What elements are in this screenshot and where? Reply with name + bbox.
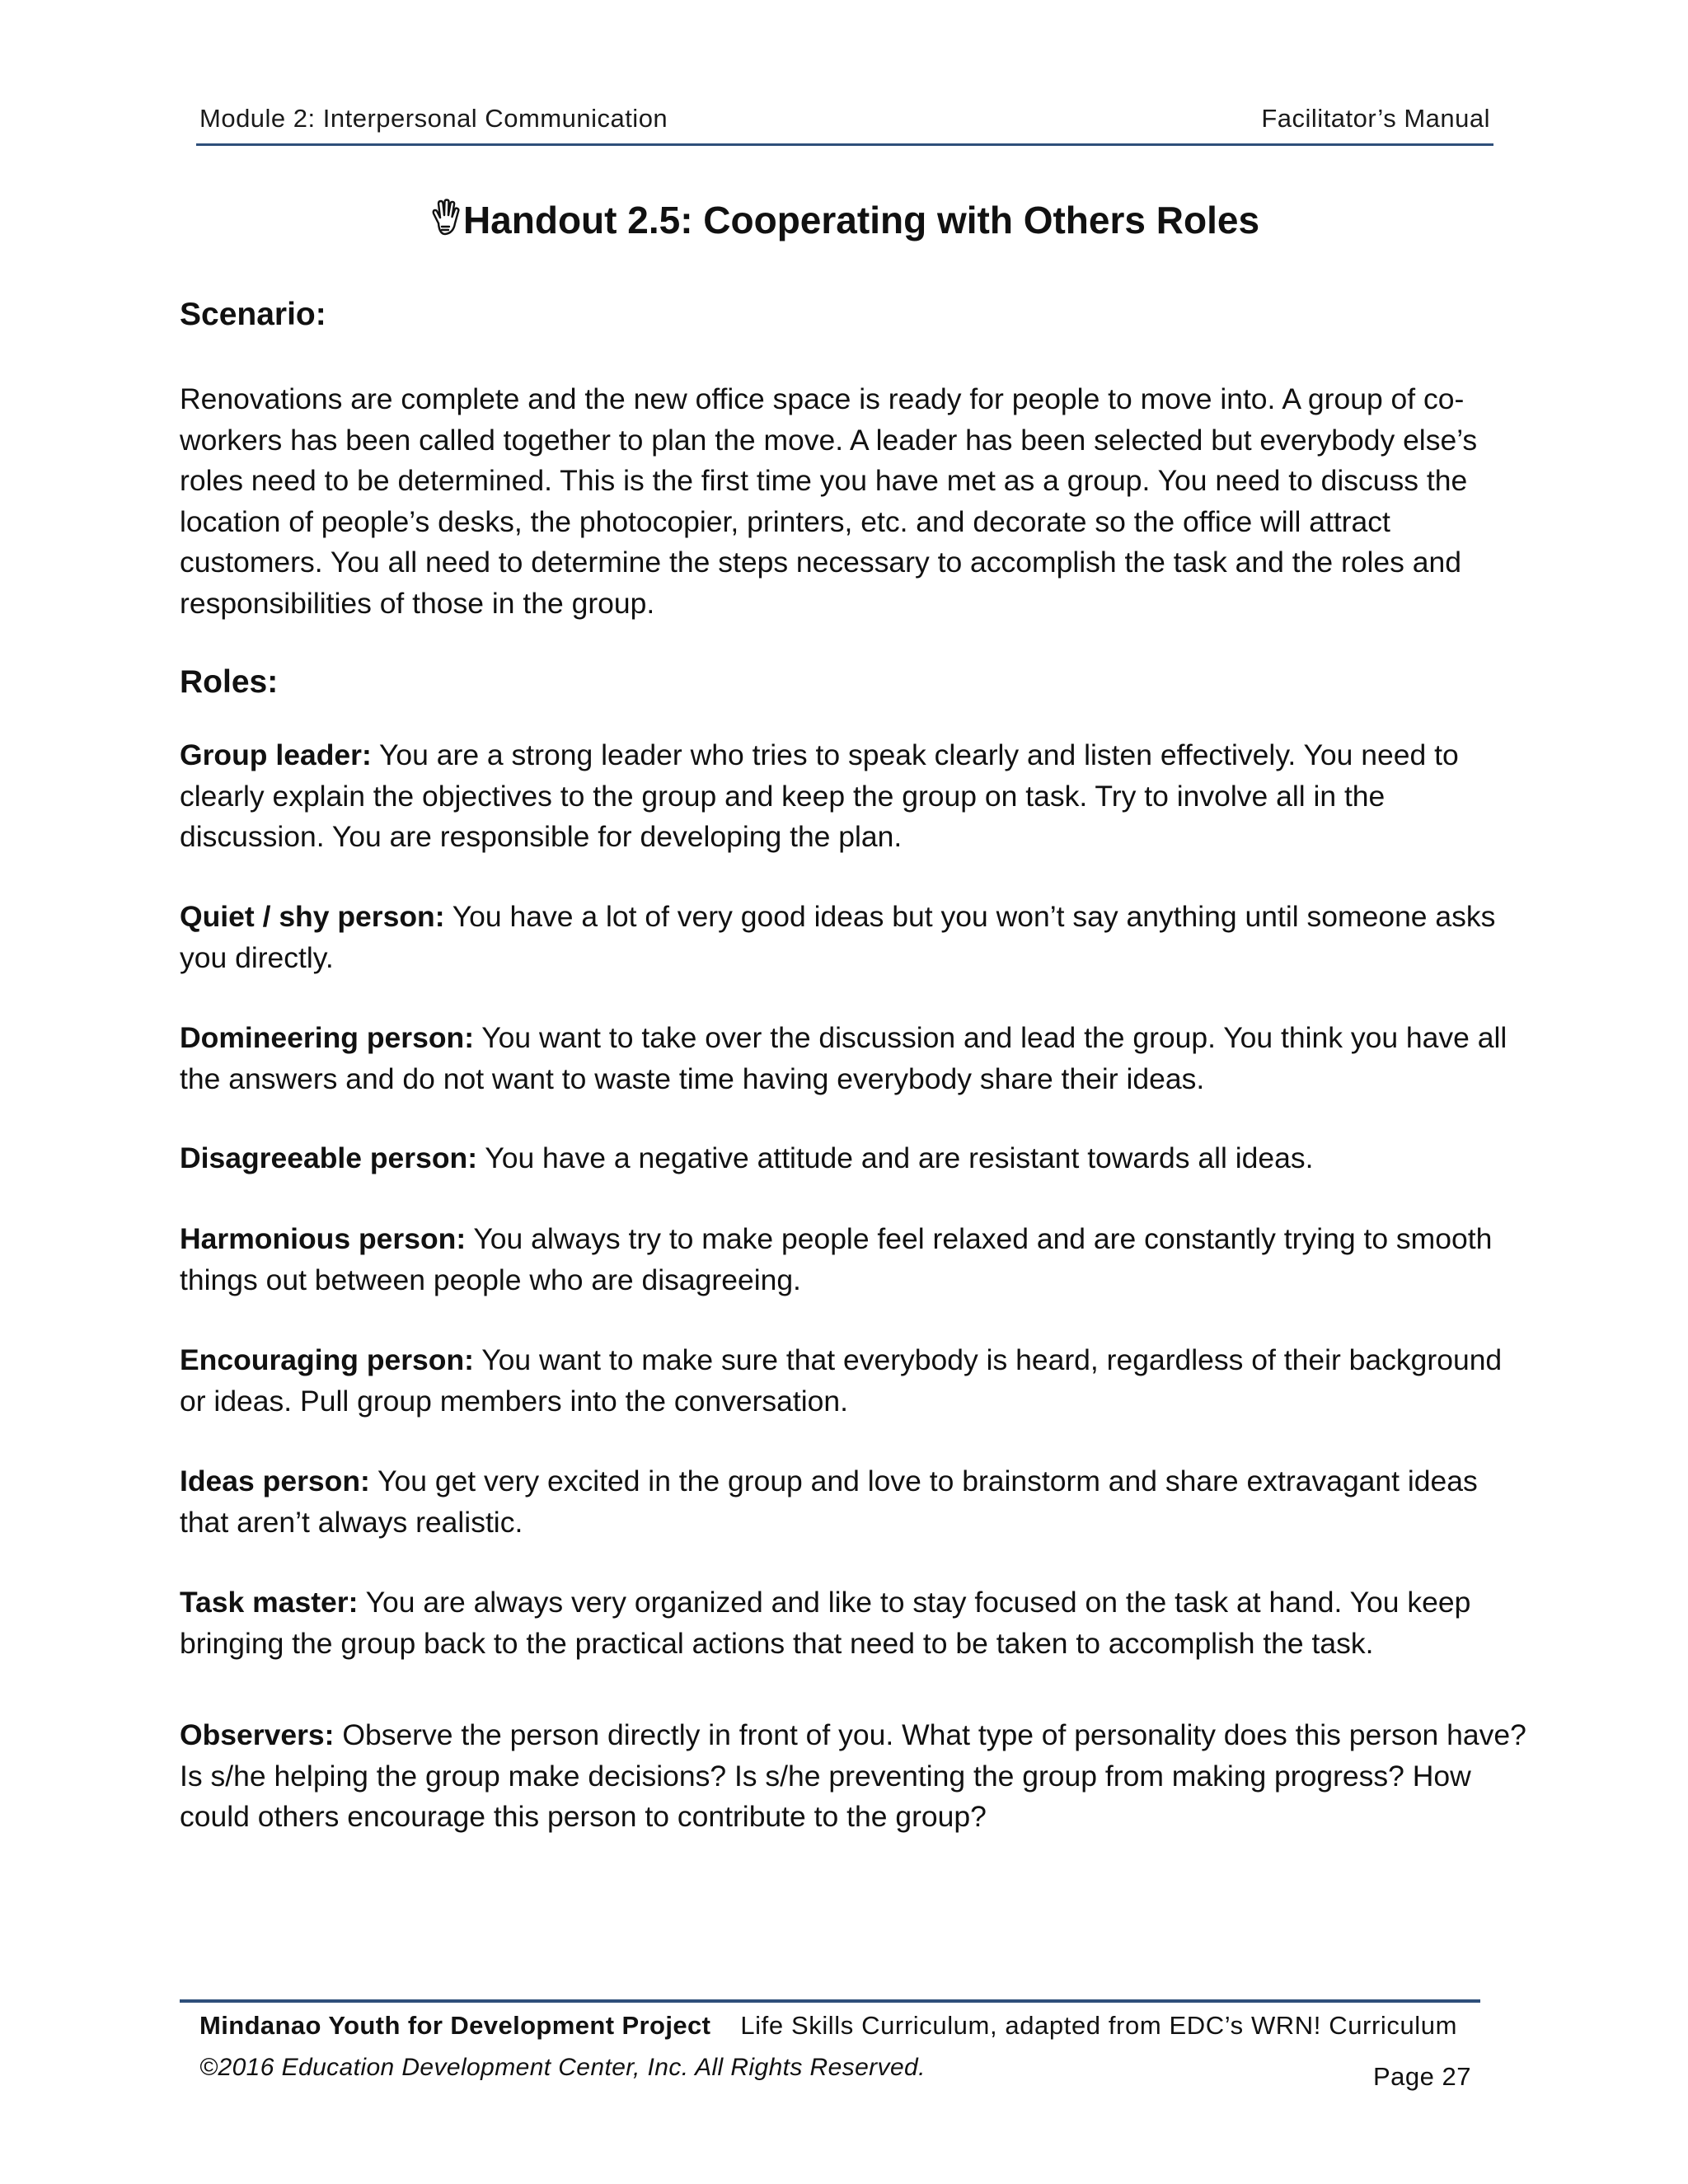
header-manual-title: Facilitator’s Manual [1261, 104, 1490, 133]
role-description: Observe the person directly in front of you. What type of personality does this person have? Is s/he helping the group make decisions? Is s/he preventing the group from making progress? How could others encourage this person to contribute to the group? [180, 1718, 1526, 1833]
role-description: You want to make sure that everybody is heard, regardless of their background or ideas. Pull group members into the conversation. [180, 1343, 1503, 1418]
role-name: Task master: [180, 1586, 359, 1619]
role-name: Encouraging person: [180, 1343, 474, 1376]
role-description: You want to take over the discussion and lead the group. You think you have all the answers and do not want to waste time having everybody share their ideas. [180, 1021, 1507, 1095]
role-harmonious [180, 1219, 1531, 1301]
title-text: Handout 2.5: Cooperating with Others Roles [462, 199, 1260, 241]
header-divider [196, 143, 1493, 146]
role-name: Domineering person: [180, 1021, 475, 1054]
page-number: Page 27 [1373, 2062, 1471, 2091]
role-task-master [180, 1582, 1531, 1664]
header-module-title: Module 2: Interpersonal Communication [199, 104, 668, 133]
footer-project: Mindanao Youth for Development Project [199, 2011, 711, 2040]
role-description: You have a negative attitude and are resistant towards all ideas. [477, 1141, 1314, 1174]
page-header [196, 101, 1493, 140]
role-description: You are always very organized and like to stay focused on the task at hand. You keep bringing the group back to the practical actions that need to be taken to accomplish the task. [180, 1586, 1471, 1660]
role-name: Observers: [180, 1718, 335, 1751]
role-description: You are a strong leader who tries to speak clearly and listen effectively. You need to clearly explain the objectives to the group and keep the group on task. Try to involve all in the discussion. You are responsible for developing the plan. [180, 738, 1459, 853]
role-name: Ideas person: [180, 1465, 370, 1497]
role-domineering [180, 1018, 1531, 1099]
role-encouraging [180, 1340, 1531, 1422]
scenario-heading: Scenario: [180, 297, 326, 332]
footer-copyright: ©2016 Education Development Center, Inc. All Rights Reserved. [199, 2054, 926, 2081]
footer-curriculum: Life Skills Curriculum, adapted from EDC’s WRN! Curriculum [740, 2011, 1458, 2040]
footer-divider [180, 1999, 1480, 2003]
role-description: You get very excited in the group and love to brainstorm and share extravagant ideas that aren’t always realistic. [180, 1465, 1478, 1539]
role-name: Quiet / shy person: [180, 900, 445, 933]
role-description: You have a lot of very good ideas but you won’t say anything until someone asks you directly. [180, 900, 1496, 974]
role-observers [180, 1715, 1531, 1838]
role-name: Disagreeable person: [180, 1141, 478, 1174]
role-group-leader [180, 735, 1531, 858]
role-name: Group leader: [180, 738, 372, 771]
role-ideas [180, 1461, 1531, 1543]
role-quiet-shy [180, 897, 1531, 978]
role-description: You always try to make people feel relaxed and are constantly trying to smooth things out between people who are disagreeing. [180, 1222, 1493, 1296]
roles-heading: Roles: [180, 664, 279, 700]
footer-project-line [199, 2011, 1485, 2041]
role-name: Harmonious person: [180, 1222, 467, 1255]
handout-title [0, 198, 1688, 246]
hand-icon [429, 199, 462, 246]
role-disagreeable [180, 1138, 1531, 1179]
scenario-text: Renovations are complete and the new office space is ready for people to move into. A group of co-workers has been called together to plan the move. A leader has been selected but everybody else’s roles need to be determined. This is the first time you have met as a group. You need to discuss the location of people’s desks, the photocopier, printers, etc. and decorate so the office will attract customers. You all need to determine the steps necessary to accomplish the task and the roles and responsibilities of those in the group. [180, 382, 1478, 620]
